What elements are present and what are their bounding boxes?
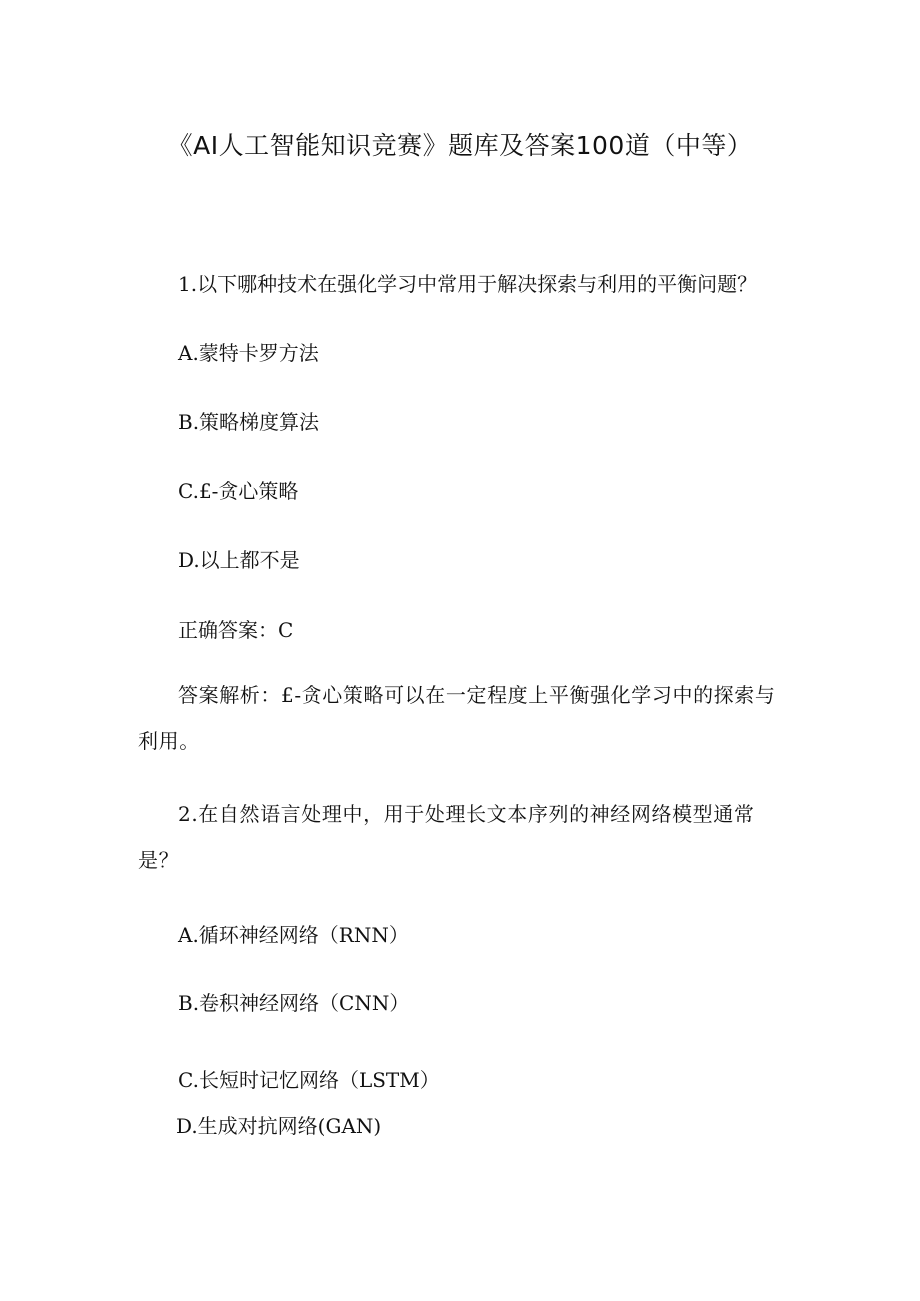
document-title: 《AI人工智能知识竞赛》题库及答案100道（中等） <box>167 131 753 160</box>
question-2-stem: 2.在自然语言处理中，用于处理长文本序列的神经网络模型通常是？ <box>138 802 755 872</box>
question-2-option-d: D.生成对抗网络(GAN) <box>176 1114 382 1138</box>
question-1-option-a: A.蒙特卡罗方法 <box>178 341 319 365</box>
question-2-option-b: B.卷积神经网络（CNN） <box>178 991 410 1015</box>
question-1-explanation: 答案解析：£-贪心策略可以在一定程度上平衡强化学习中的探索与利用。 <box>138 683 776 753</box>
question-1-stem: 1.以下哪种技术在强化学习中常用于解决探索与利用的平衡问题？ <box>178 272 758 296</box>
question-1-answer: 正确答案：C <box>178 618 294 642</box>
question-1-option-b: B.策略梯度算法 <box>178 410 320 434</box>
question-1-option-c: C.£-贪心策略 <box>178 479 299 503</box>
question-2-option-a: A.循环神经网络（RNN） <box>178 923 409 947</box>
question-2-option-c: C.长短时记忆网络（LSTM） <box>178 1068 440 1092</box>
question-1-option-d: D.以上都不是 <box>178 548 300 572</box>
